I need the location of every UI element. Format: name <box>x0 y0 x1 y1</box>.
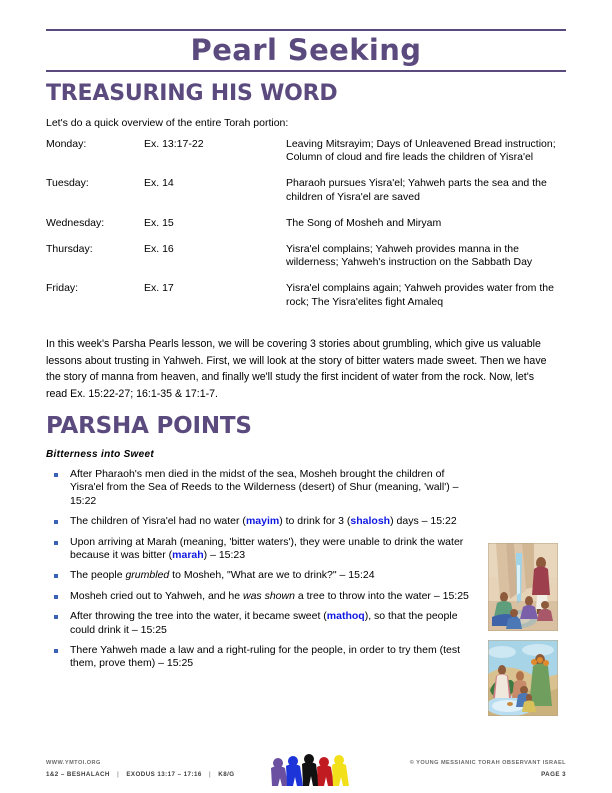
footer-portion: 1&2 – BESHALACH <box>46 771 110 778</box>
bullet-text: ) – 15:23 <box>203 549 246 562</box>
overview-description: Leaving Mitsrayim; Days of Unleavened Bread instruction; Column of cloud and fire leads the children of Yisra'el <box>286 138 556 164</box>
overview-reference: Ex. 17 <box>144 282 174 295</box>
bullet-text: to Mosheh, "What are we to drink?" – 15:24 <box>169 569 375 582</box>
hebrew-transliteration: shalosh <box>350 515 391 528</box>
page-title: Pearl Seeking <box>190 33 422 67</box>
bullet-square-icon <box>54 541 58 545</box>
subheading-bitterness-into-sweet: Bitterness into Sweet <box>46 449 154 460</box>
overview-day: Wednesday: <box>46 216 105 229</box>
section-heading-parsha-points: PARSHA POINTS <box>46 413 252 439</box>
bullet-text: The children of Yisra'el had no water ( <box>70 515 246 528</box>
hebrew-transliteration: mayim <box>245 515 280 528</box>
bullet-square-icon <box>54 520 58 524</box>
title-rule-bottom <box>46 70 566 72</box>
footer-divider-1: | <box>117 771 120 778</box>
emphasized-text: grumbled <box>125 569 170 582</box>
hebrew-transliteration: marah <box>172 549 204 562</box>
footer-page-number: PAGE 3 <box>541 771 566 778</box>
bullet-square-icon <box>54 649 58 653</box>
table-row <box>46 138 556 177</box>
emphasized-text: was shown <box>242 589 295 602</box>
bullet-square-icon <box>54 574 58 578</box>
bullet-text: Mosheh cried out to Yahweh, and he <box>70 589 243 602</box>
footer-portion-line <box>46 769 235 781</box>
overview-reference: Ex. 16 <box>144 243 174 256</box>
bullet-text: There Yahweh made a law and a right-ruling for the people, in order to try them (test them, prove them) – 15:25 <box>70 644 461 670</box>
bullet-text: a tree to throw into the water – 15:25 <box>294 589 469 602</box>
bullet-text: After throwing the tree into the water, it became sweet ( <box>70 610 327 623</box>
list-item <box>50 590 480 603</box>
list-item <box>50 515 480 528</box>
footer-website[interactable]: WWW.YMTOI.ORG <box>46 760 101 766</box>
overview-day: Friday: <box>46 282 79 295</box>
footer-right <box>410 757 566 781</box>
table-row <box>46 282 556 321</box>
table-row <box>46 217 556 243</box>
table-row <box>46 243 556 282</box>
overview-description: The Song of Mosheh and Miryam <box>286 216 442 229</box>
list-item <box>50 610 480 637</box>
bullet-text: Upon arriving at Marah (meaning, 'bitter waters'), they were unable to drink the water because it was bitter ( <box>70 535 464 562</box>
section-heading-treasuring-his-word: TREASURING HIS WORD <box>46 81 338 106</box>
overview-day: Monday: <box>46 138 87 150</box>
overview-description: Yisra'el complains again; Yahweh provides water from the rock; The Yisra'elites fight Amaleq <box>286 282 554 308</box>
bullet-text: ) to drink for 3 ( <box>279 515 351 528</box>
footer-divider-2: | <box>208 771 212 778</box>
lesson-summary-paragraph: In this week's Parsha Pearls lesson, we will be covering 3 stories about grumbling, which give us valuable lessons about trusting in Yahweh. First, we will look at the story of bitter waters made sweet. Then we have the story of manna from heaven, and finally we'll study the first incident of water from the rock. Now, let's read Ex. 15:22-27; 16:1-35 & 17:1-7. <box>46 338 547 400</box>
overview-day: Tuesday: <box>46 177 89 190</box>
bullet-text: ) days – 15:22 <box>390 515 457 528</box>
overview-reference: Ex. 14 <box>144 177 174 190</box>
bullet-square-icon <box>54 615 58 619</box>
table-row <box>46 177 556 216</box>
footer-left <box>46 757 235 781</box>
overview-intro-text: Let's do a quick overview of the entire Torah portion: <box>46 117 289 129</box>
list-item <box>50 569 480 582</box>
ymtoi-children-logo <box>268 754 350 788</box>
footer-grade: K8/G <box>218 771 235 778</box>
overview-reference: Ex. 13:17-22 <box>144 138 204 150</box>
overview-day: Thursday: <box>46 243 93 256</box>
bullet-square-icon <box>54 473 58 477</box>
list-item <box>50 468 480 508</box>
overview-reference: Ex. 15 <box>144 216 174 229</box>
list-item <box>50 644 480 671</box>
torah-portion-overview-table <box>46 138 556 322</box>
overview-description: Yisra'el complains; Yahweh provides manna in the wilderness; Yahweh's instruction on the Sabbath Day <box>286 243 533 269</box>
bullet-square-icon <box>54 595 58 599</box>
manna-gathering-illustration <box>488 640 558 716</box>
list-item <box>50 536 480 563</box>
bullet-text: The people <box>70 569 126 582</box>
footer-scripture: EXODUS 13:17 – 17:16 <box>126 771 202 778</box>
bullet-text: After Pharaoh's men died in the midst of the sea, Mosheh brought the children of Yisra'el from the Sea of Reeds to the Wilderness (desert) of Shur (meaning, 'wall') – 15:22 <box>70 468 459 507</box>
water-from-the-rock-illustration <box>488 543 558 631</box>
overview-description: Pharaoh pursues Yisra'el; Yahweh parts the sea and the children of Yisra'el are saved <box>286 177 547 203</box>
parsha-points-bullet-list <box>50 468 480 678</box>
bullet-text: ), so that the people could drink it – 15:25 <box>70 610 458 636</box>
hebrew-transliteration: mathoq <box>326 610 365 623</box>
footer-copyright: © YOUNG MESSIANIC TORAH OBSERVANT ISRAEL <box>409 760 566 766</box>
